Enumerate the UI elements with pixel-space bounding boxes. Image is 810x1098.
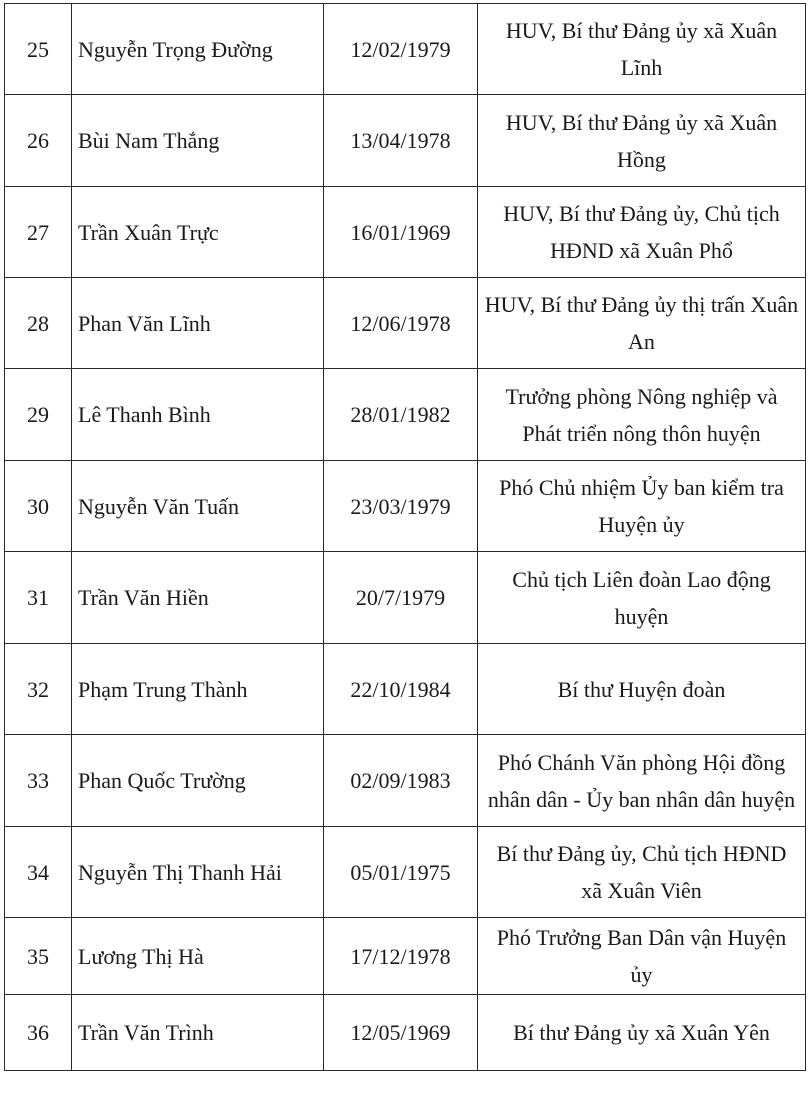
full-name: Bùi Nam Thắng — [72, 95, 324, 187]
row-number: 29 — [5, 369, 72, 461]
full-name: Phan Quốc Trường — [72, 735, 324, 827]
full-name: Trần Xuân Trực — [72, 187, 324, 278]
full-name: Lê Thanh Bình — [72, 369, 324, 461]
position-title: Bí thư Đảng ủy xã Xuân Yên — [478, 995, 806, 1071]
full-name: Phạm Trung Thành — [72, 644, 324, 735]
position-title: Chủ tịch Liên đoàn Lao động huyện — [478, 552, 806, 644]
position-title: HUV, Bí thư Đảng ủy xã Xuân Hồng — [478, 95, 806, 187]
position-title: Bí thư Huyện đoàn — [478, 644, 806, 735]
table-row — [5, 461, 806, 552]
table-row — [5, 644, 806, 735]
row-number: 26 — [5, 95, 72, 187]
table-row — [5, 735, 806, 827]
position-title: HUV, Bí thư Đảng ủy, Chủ tịch HĐND xã Xuân Phổ — [478, 187, 806, 278]
date-of-birth: 17/12/1978 — [324, 918, 478, 995]
position-title: HUV, Bí thư Đảng ủy xã Xuân Lĩnh — [478, 4, 806, 95]
full-name: Nguyễn Văn Tuấn — [72, 461, 324, 552]
position-title: Phó Chánh Văn phòng Hội đồng nhân dân - Ủy ban nhân dân huyện — [478, 735, 806, 827]
date-of-birth: 12/06/1978 — [324, 278, 478, 369]
date-of-birth: 02/09/1983 — [324, 735, 478, 827]
table-row — [5, 369, 806, 461]
date-of-birth: 22/10/1984 — [324, 644, 478, 735]
date-of-birth: 12/05/1969 — [324, 995, 478, 1071]
table-row — [5, 278, 806, 369]
table-row — [5, 918, 806, 995]
table-row — [5, 187, 806, 278]
date-of-birth: 23/03/1979 — [324, 461, 478, 552]
table-row — [5, 995, 806, 1071]
row-number: 33 — [5, 735, 72, 827]
date-of-birth: 20/7/1979 — [324, 552, 478, 644]
row-number: 28 — [5, 278, 72, 369]
full-name: Phan Văn Lĩnh — [72, 278, 324, 369]
table-row — [5, 95, 806, 187]
position-title: HUV, Bí thư Đảng ủy thị trấn Xuân An — [478, 278, 806, 369]
table-row — [5, 4, 806, 95]
position-title: Bí thư Đảng ủy, Chủ tịch HĐND xã Xuân Viên — [478, 827, 806, 918]
row-number: 27 — [5, 187, 72, 278]
row-number: 35 — [5, 918, 72, 995]
row-number: 25 — [5, 4, 72, 95]
date-of-birth: 28/01/1982 — [324, 369, 478, 461]
personnel-table — [4, 3, 806, 1071]
row-number: 31 — [5, 552, 72, 644]
position-title: Trưởng phòng Nông nghiệp và Phát triển nông thôn huyện — [478, 369, 806, 461]
full-name: Nguyễn Thị Thanh Hải — [72, 827, 324, 918]
full-name: Nguyễn Trọng Đường — [72, 4, 324, 95]
full-name: Trần Văn Hiền — [72, 552, 324, 644]
date-of-birth: 16/01/1969 — [324, 187, 478, 278]
date-of-birth: 12/02/1979 — [324, 4, 478, 95]
row-number: 30 — [5, 461, 72, 552]
full-name: Lương Thị Hà — [72, 918, 324, 995]
date-of-birth: 13/04/1978 — [324, 95, 478, 187]
table-row — [5, 827, 806, 918]
full-name: Trần Văn Trình — [72, 995, 324, 1071]
row-number: 32 — [5, 644, 72, 735]
row-number: 34 — [5, 827, 72, 918]
position-title: Phó Trưởng Ban Dân vận Huyện ủy — [478, 918, 806, 995]
position-title: Phó Chủ nhiệm Ủy ban kiểm tra Huyện ủy — [478, 461, 806, 552]
table-row — [5, 552, 806, 644]
date-of-birth: 05/01/1975 — [324, 827, 478, 918]
row-number: 36 — [5, 995, 72, 1071]
